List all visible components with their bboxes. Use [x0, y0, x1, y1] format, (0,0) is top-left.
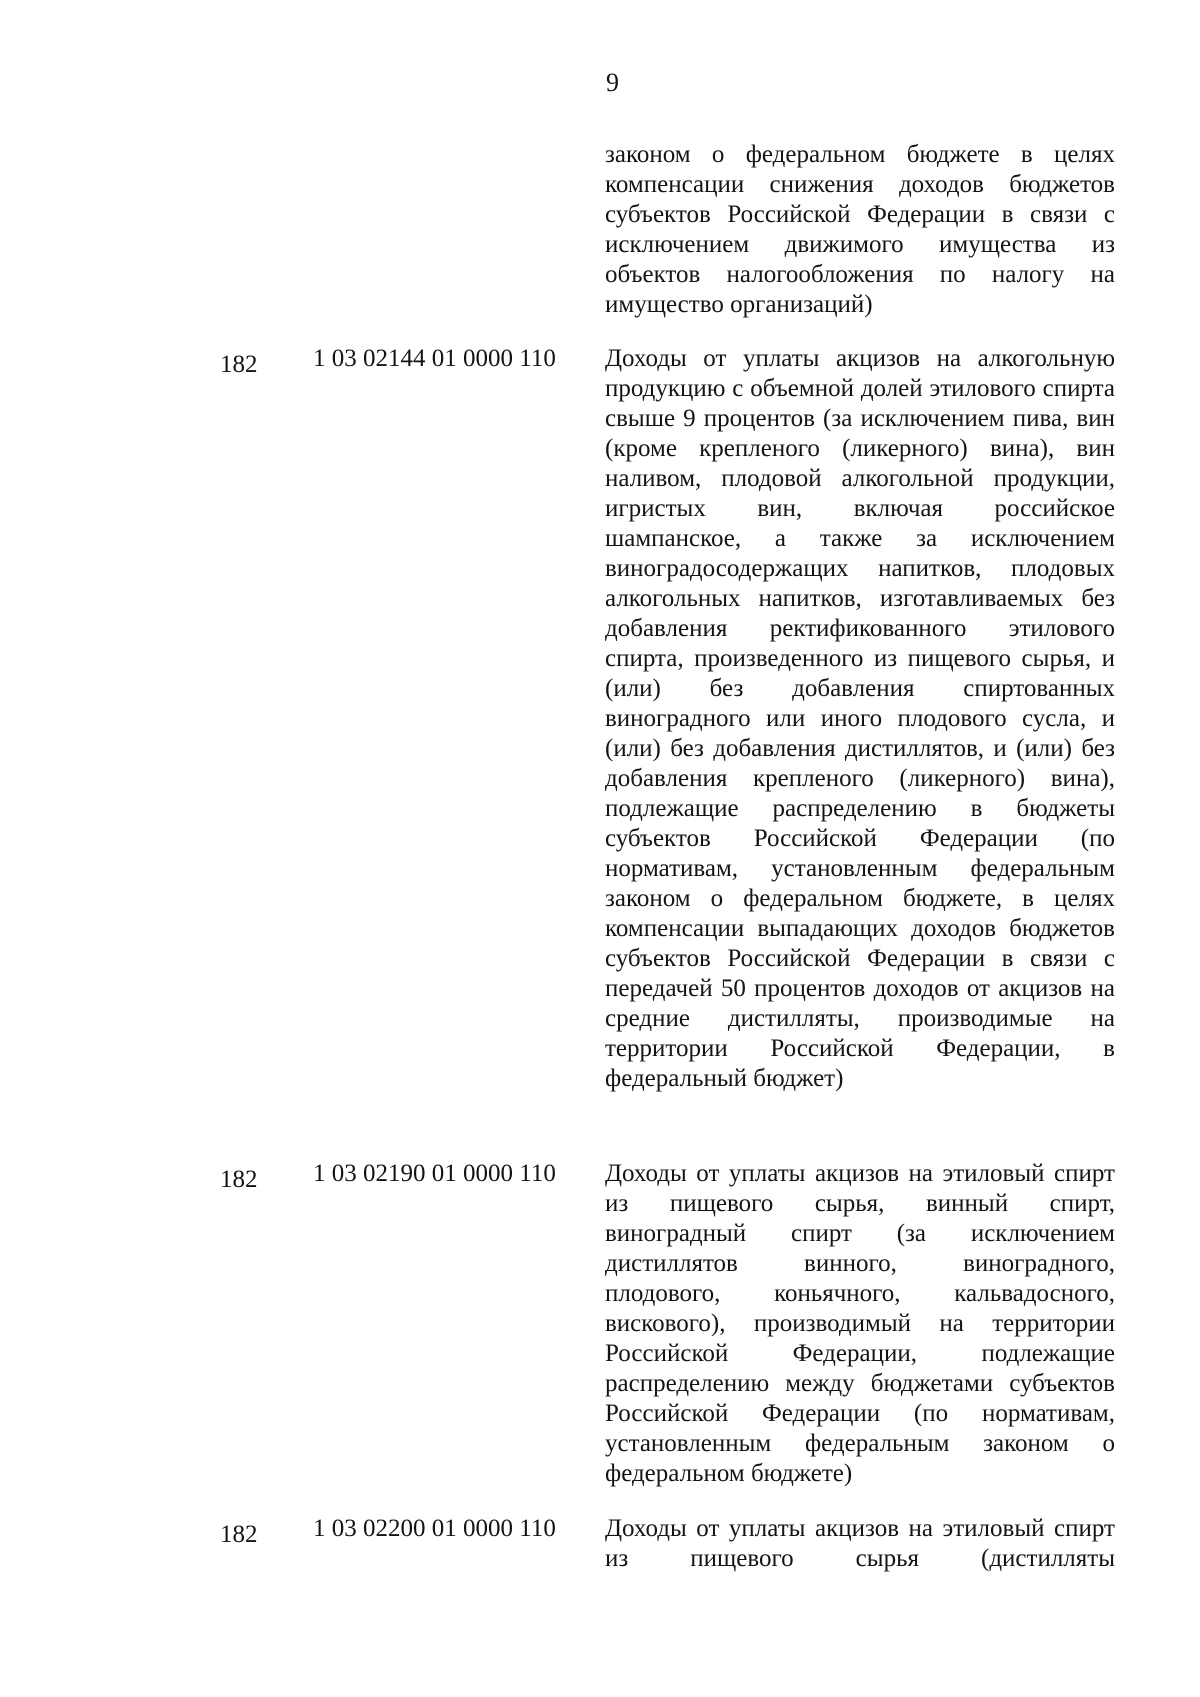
budget-classification-code: 1 03 02190 01 0000 110	[313, 1160, 556, 1187]
admin-code: 182	[220, 1166, 258, 1193]
page-number: 9	[606, 68, 619, 97]
admin-code: 182	[220, 1521, 258, 1548]
budget-classification-code: 1 03 02200 01 0000 110	[313, 1515, 556, 1542]
income-description: Доходы от уплаты акцизов на алкогольную продукцию с объемной долей этилового спирта свыше 9 процентов (за исключением пива, вин (кроме крепленого (ликерного) вина), вин наливом, плодовой алкогольной продукции, игристых вин, включая российское шампанское, а также за исключением виноградосодержащих напитков, плодовых алкогольных напитков, изготавливаемых без добавления ректификованного этилового спирта, произведенного из пищевого сырья, и (или) без добавления спиртованных виноградного или иного плодового сусла, и (или) без добавления дистиллятов, и (или) без добавления крепленого (ликерного) вина), подлежащие распределению в бюджеты субъектов Российской Федерации (по нормативам, установленным федеральным законом о федеральном бюджете, в целях компенсации выпадающих доходов бюджетов субъектов Российской Федерации в связи с передачей 50 процентов доходов от акцизов на средние дистилляты, производимые на территории Российской Федерации, в федеральный бюджет)	[605, 345, 1115, 1092]
income-description: Доходы от уплаты акцизов на этиловый спирт из пищевого сырья (дистилляты	[605, 1515, 1115, 1572]
continuation-text: законом о федеральном бюджете в целях компенсации снижения доходов бюджетов субъектов Российской Федерации в связи с исключением движимого имущества из объектов налогообложения по налогу на имущество организаций)	[605, 141, 1115, 318]
income-description: Доходы от уплаты акцизов на этиловый спирт из пищевого сырья, винный спирт, виноградный спирт (за исключением дистиллятов винного, виноградного, плодового, коньячного, кальвадосного, вискового), производимый на территории Российской Федерации, подлежащие распределению между бюджетами субъектов Российской Федерации (по нормативам, установленным федеральным законом о федеральном бюджете)	[605, 1160, 1115, 1487]
admin-code: 182	[220, 351, 258, 378]
budget-classification-code: 1 03 02144 01 0000 110	[313, 345, 556, 372]
